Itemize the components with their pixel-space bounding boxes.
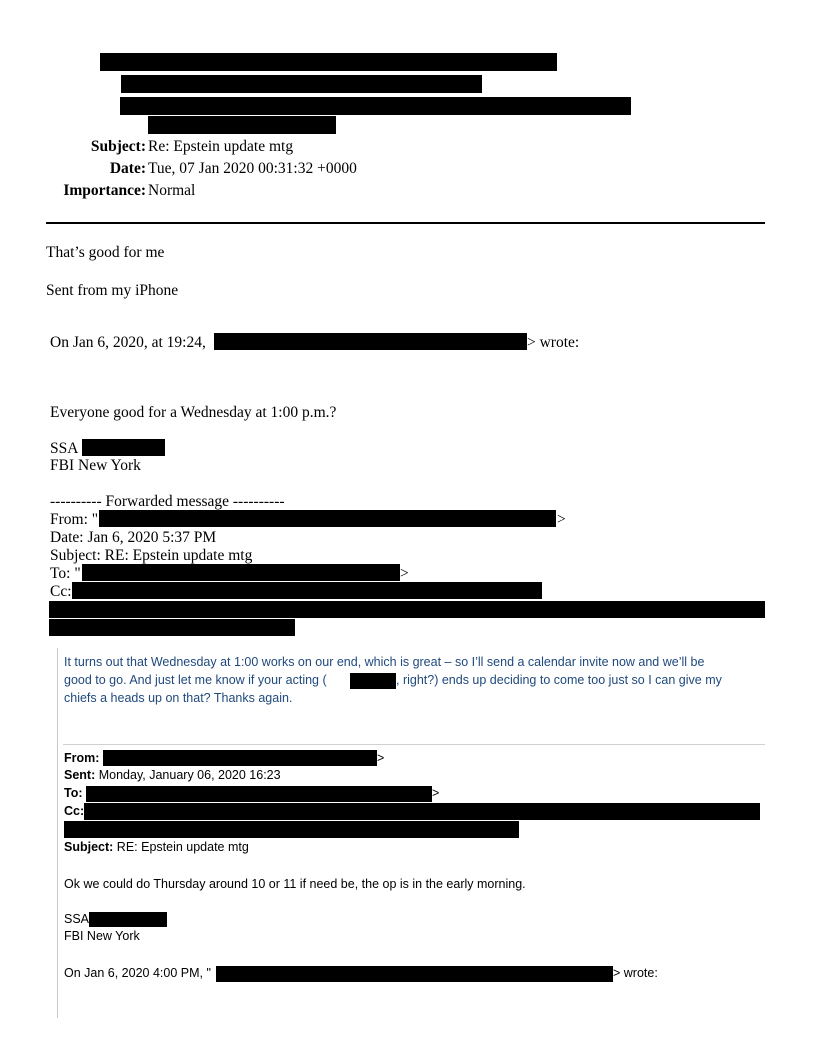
fwd-from-label: From: " — [50, 511, 99, 528]
blue-line-3: chiefs a heads up on that? Thanks again. — [64, 691, 293, 705]
reply-text: That’s good for me — [46, 244, 165, 261]
subject-label: Subject: — [90, 138, 146, 155]
redaction-bar — [49, 619, 295, 636]
inner-from-end: > — [377, 751, 385, 765]
redaction-bar — [82, 564, 400, 581]
subject-value: Re: Epstein update mtg — [148, 138, 294, 155]
importance-value: Normal — [148, 182, 196, 199]
inner-to-end: > — [432, 786, 440, 800]
inner-quote-suffix: > wrote: — [613, 966, 658, 980]
question-text: Everyone good for a Wednesday at 1:00 p.m.? — [50, 404, 337, 421]
fwd-subject-line: Subject: RE: Epstein update mtg — [50, 547, 253, 564]
redaction-bar — [121, 75, 482, 93]
redaction-bar — [350, 673, 396, 689]
fwd-from-end: > — [557, 511, 566, 528]
redaction-bar — [100, 53, 557, 71]
inner-office-text: FBI New York — [64, 929, 140, 943]
inner-subject-value: RE: Epstein update mtg — [116, 840, 249, 854]
inner-from-label — [64, 751, 99, 765]
inner-sent-value: Monday, January 06, 2020 16:23 — [98, 768, 281, 782]
redaction-bar — [49, 601, 765, 618]
inner-to-label-text: To: — [64, 786, 83, 800]
fwd-cc-label: Cc: — [50, 583, 72, 600]
inner-from-label-text: From: — [64, 751, 100, 765]
inner-cc-label-text: Cc: — [64, 804, 85, 818]
blue-line-1: It turns out that Wednesday at 1:00 works on our end, which is great – so I’ll send a calendar invite now and we’ll be — [64, 655, 705, 669]
fwd-date-line: Date: Jan 6, 2020 5:37 PM — [50, 529, 217, 546]
quote-bar — [57, 648, 58, 1018]
quote-intro-prefix: On Jan 6, 2020, at 19:24, — [50, 334, 206, 351]
blue-line-2b: , right?) ends up deciding to come too just so I can give my — [396, 673, 722, 687]
signature-text: Sent from my iPhone — [46, 282, 179, 299]
redaction-bar — [214, 333, 527, 350]
inner-subject-label: Subject: — [64, 840, 114, 854]
quote-intro-suffix: > wrote: — [527, 334, 580, 351]
redaction-bar — [148, 116, 336, 134]
inner-quote-prefix: On Jan 6, 2020 4:00 PM, " — [64, 966, 211, 980]
importance-label: Importance: — [63, 182, 146, 199]
redaction-bar — [82, 439, 165, 456]
redaction-bar — [216, 966, 613, 982]
blue-line-2a: good to go. And just let me know if your acting ( — [64, 673, 327, 687]
inner-to-label — [64, 786, 83, 800]
header-divider — [46, 222, 765, 224]
inner-ssa-label: SSA — [64, 912, 90, 926]
redaction-bar — [84, 803, 760, 820]
redaction-bar — [89, 912, 167, 927]
fwd-to-end: > — [400, 565, 409, 582]
ssa-label: SSA — [50, 440, 79, 457]
inner-sent-line — [64, 768, 281, 782]
inner-subject-line — [64, 840, 249, 854]
office-text: FBI New York — [50, 457, 141, 474]
redaction-bar — [103, 750, 377, 766]
redaction-bar — [64, 821, 519, 838]
message-separator — [63, 744, 765, 745]
inner-message: Ok we could do Thursday around 10 or 11 if need be, the op is in the early morning. — [64, 877, 526, 891]
fwd-to-label: To: " — [50, 565, 81, 582]
redaction-bar — [72, 582, 542, 599]
redaction-bar — [120, 97, 631, 115]
inner-cc-label — [64, 804, 84, 818]
redaction-bar — [86, 786, 432, 802]
inner-sent-label: Sent: — [64, 768, 96, 782]
date-label: Date: — [109, 160, 146, 177]
date-value: Tue, 07 Jan 2020 00:31:32 +0000 — [148, 160, 357, 177]
redaction-bar — [99, 510, 556, 527]
forwarded-banner: ---------- Forwarded message ---------- — [50, 493, 285, 510]
